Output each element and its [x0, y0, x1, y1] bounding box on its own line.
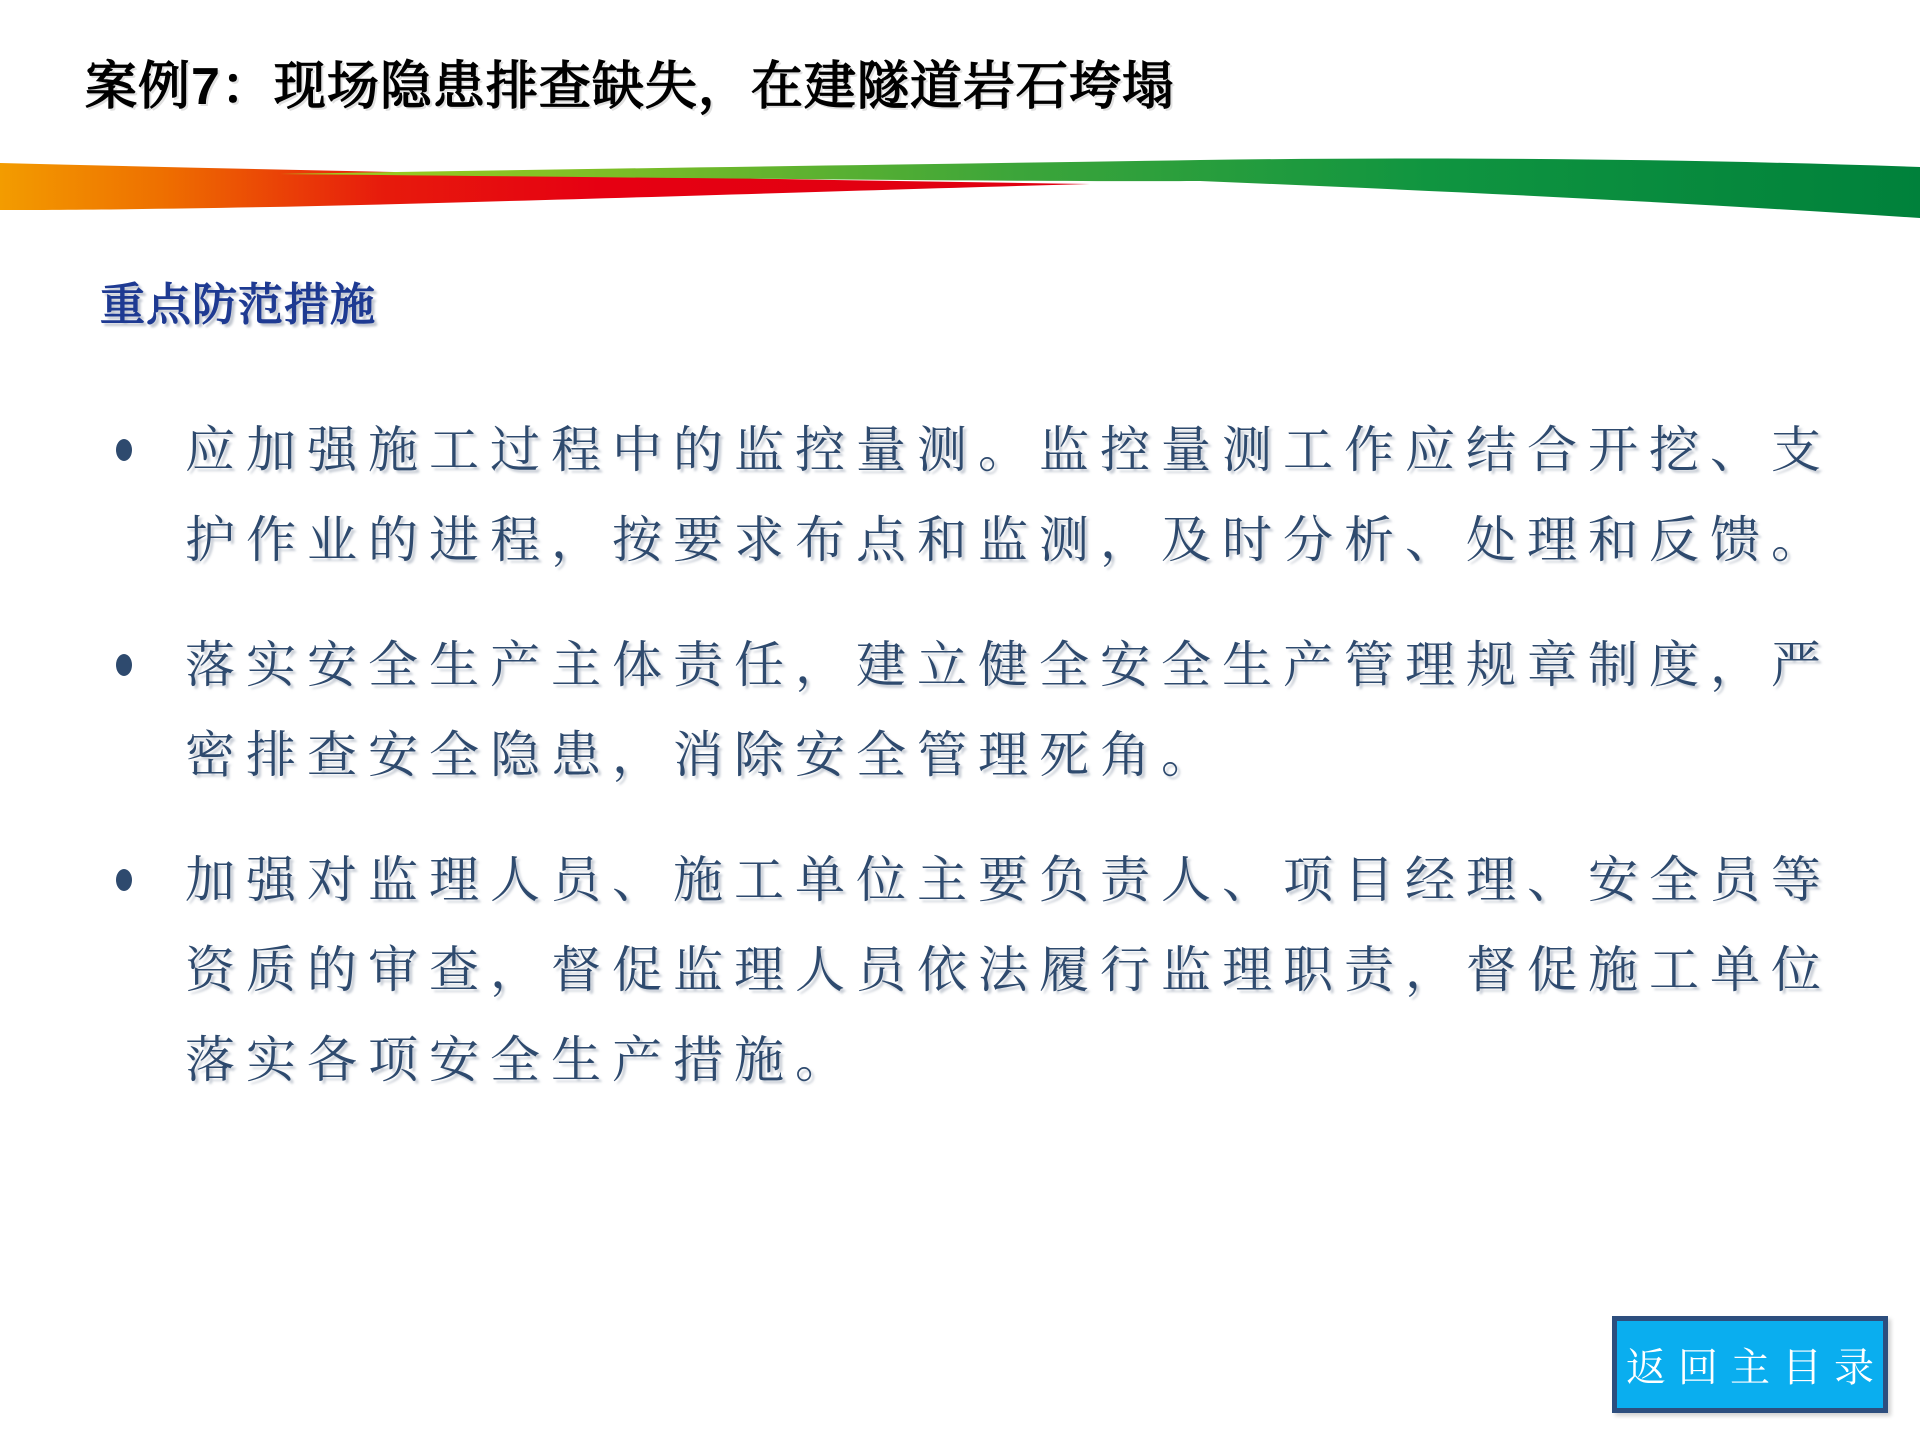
bullet-item [110, 405, 1850, 585]
bullet-item [110, 835, 1850, 1105]
section-heading: 重点防范措施 [100, 279, 377, 330]
bullet-item [110, 620, 1850, 800]
bullet-marker-column [110, 620, 185, 800]
bullet-marker-column [110, 405, 185, 585]
bullet-text: 落实安全生产主体责任，建立健全安全生产管理规章制度，严密排查安全隐患，消除安全管理死角。 [185, 637, 1832, 783]
back-to-main-menu-button[interactable] [1612, 1316, 1888, 1413]
bullet-text: 加强对监理人员、施工单位主要负责人、项目经理、安全员等资质的审查，督促监理人员依法履行监理职责，督促施工单位落实各项安全生产措施。 [185, 852, 1832, 1088]
bullet-icon [116, 654, 132, 676]
bullet-text: 应加强施工过程中的监控量测。监控量测工作应结合开挖、支护作业的进程，按要求布点和监测，及时分析、处理和反馈。 [185, 422, 1832, 568]
bullet-icon [116, 869, 132, 891]
bullet-list [110, 405, 1850, 1140]
bullet-icon [116, 439, 132, 461]
bullet-marker-column [110, 835, 185, 1105]
slide-title: 案例7：现场隐患排查缺失，在建隧道岩石垮塌 [85, 58, 1175, 116]
back-to-main-menu-label: 返回主目录 [1626, 1345, 1886, 1390]
decorative-wave-ribbon [0, 130, 1920, 240]
